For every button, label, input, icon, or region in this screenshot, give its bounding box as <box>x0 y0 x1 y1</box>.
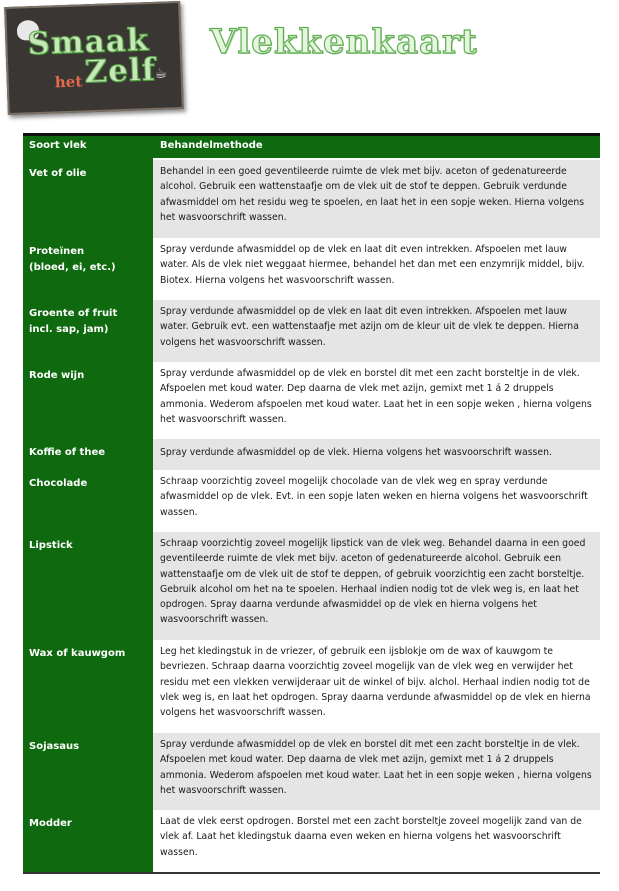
table-row <box>23 640 600 733</box>
stain-type: Chocolade <box>29 478 88 489</box>
logo-word-zelf: Zelf <box>83 51 157 91</box>
table-row <box>23 439 600 470</box>
table-row <box>23 733 600 810</box>
logo-word-het: het <box>54 72 83 92</box>
coffee-cup-icon: ☕ <box>154 65 168 82</box>
stain-type: Lipstick <box>29 540 73 551</box>
treatment-text: Schraap voorzichtig zoveel mogelijk chocolade van de vlek weg en spray verdunde afwasmiddel op de vlek. Evt. in een sopje laten weken en hierna volgens het wasvoorschrift wassen. <box>160 476 588 518</box>
treatment-text: Spray verdunde afwasmiddel op de vlek en laat dit even intrekken. Afspoelen met lauw water. Als de vlek niet weggaat hiermee, behandel het dan met een enzymrijk middel, bijv. Biotex. Hierna volgens het wasvoorschrift wassen. <box>160 244 585 286</box>
table-row <box>23 300 600 362</box>
table-row <box>23 362 600 439</box>
stain-type: Proteïnen (bloed, ei, etc.) <box>29 246 116 273</box>
stain-type: Sojasaus <box>29 741 80 752</box>
header-treatment: Behandelmethode <box>160 140 263 151</box>
logo-word-smaak: Smaak <box>26 22 150 63</box>
stain-type: Wax of kauwgom <box>29 648 126 659</box>
treatment-text: Schraap voorzichtig zoveel mogelijk lipstick van de vlek weg. Behandel daarna in een goed geventileerde ruimte de vlek met bijv. aceton of gedenatureerde alcohol. Gebruik een wattenstaafje om de vlek uit de stof te deppen, of gebruik voorzichtig een zacht borsteltje. Gebruik alcohol om het na te spoelen. Herhaal indien nodig tot de vlek weg is, en laat het opdrogen. Spray daarna verdunde afwasmiddel op de vlek en hierna volgens het wasvoorschrift wassen. <box>153 532 600 640</box>
stain-table <box>23 133 600 874</box>
stain-type: Rode wijn <box>29 370 85 381</box>
page-title: Vlekkenkaart <box>210 22 478 62</box>
treatment-text: Leg het kledingstuk in de vriezer, of gebruik een ijsblokje om de wax of kauwgom te bevriezen. Schraap daarna voorzichtig zoveel mogelijk van de vlek weg en verwijder het residu met een vlekken verwijderaar uit de winkel of bijv. alchol. Herhaal indien nodig tot de vlek weg is, en laat het opdrogen. Spray daarna verdunde afwasmiddel op de vlek en hierna volgens het wasvoorschrift wassen. <box>160 646 591 719</box>
table-row <box>23 160 600 238</box>
table-row <box>23 810 600 868</box>
treatment-text: Spray verdunde afwasmiddel op de vlek en laat dit even intrekken. Afspoelen met lauw water. Gebruik evt. een wattenstaafje met azijn om de kleur uit de vlek te deppen. Hierna volgens het wasvoorschrift wassen. <box>153 300 600 362</box>
table-header <box>23 136 600 158</box>
treatment-text: Spray verdunde afwasmiddel op de vlek en borstel dit met een zacht borsteltje in de vlek. Afspoelen met koud water. Dep daarna de vlek met azijn, gemixt met 1 á 2 druppels ammonia. Wederom afspoelen met koud water. Laat het in een sopje weken , hierna volgens het wasvoorschrift wassen. <box>153 733 600 810</box>
treatment-text: Spray verdunde afwasmiddel op de vlek. Hierna volgens het wasvoorschrift wassen. <box>153 439 600 470</box>
header-stain-type: Soort vlek <box>29 140 87 151</box>
table-row <box>23 470 600 532</box>
stain-type: Modder <box>29 818 72 829</box>
brand-logo <box>4 1 184 115</box>
treatment-text: Behandel in een goed geventileerde ruimte de vlek met bijv. aceton of gedenatureerde alcohol. Gebruik een wattenstaafje om de vlek uit de stof te deppen. Gebruik verdunde afwasmiddel om het residu weg te spoelen, en laat het in een sopje weken. Hierna volgens het wasvoorschrift wassen. <box>153 160 600 238</box>
treatment-text: Spray verdunde afwasmiddel op de vlek en borstel dit met een zacht borsteltje in de vlek. Afspoelen met koud water. Dep daarna de vlek met azijn, gemixt met 1 á 2 druppels ammonia. Wederom afspoelen met koud water. Laat het in een sopje weken , hierna volgens het wasvoorschrift wassen. <box>160 368 592 425</box>
stain-type: Vet of olie <box>29 168 87 179</box>
treatment-text: Laat de vlek eerst opdrogen. Borstel met een zacht borsteltje zoveel mogelijk zand van de vlek af. Laat het kledingstuk daarna even weken en hierna volgens het wasvoorschrift wassen. <box>160 816 582 858</box>
table-row <box>23 238 600 300</box>
stain-type: Koffie of thee <box>29 447 106 458</box>
table-row <box>23 532 600 640</box>
stain-type: Groente of fruit incl. sap, jam) <box>29 308 118 335</box>
